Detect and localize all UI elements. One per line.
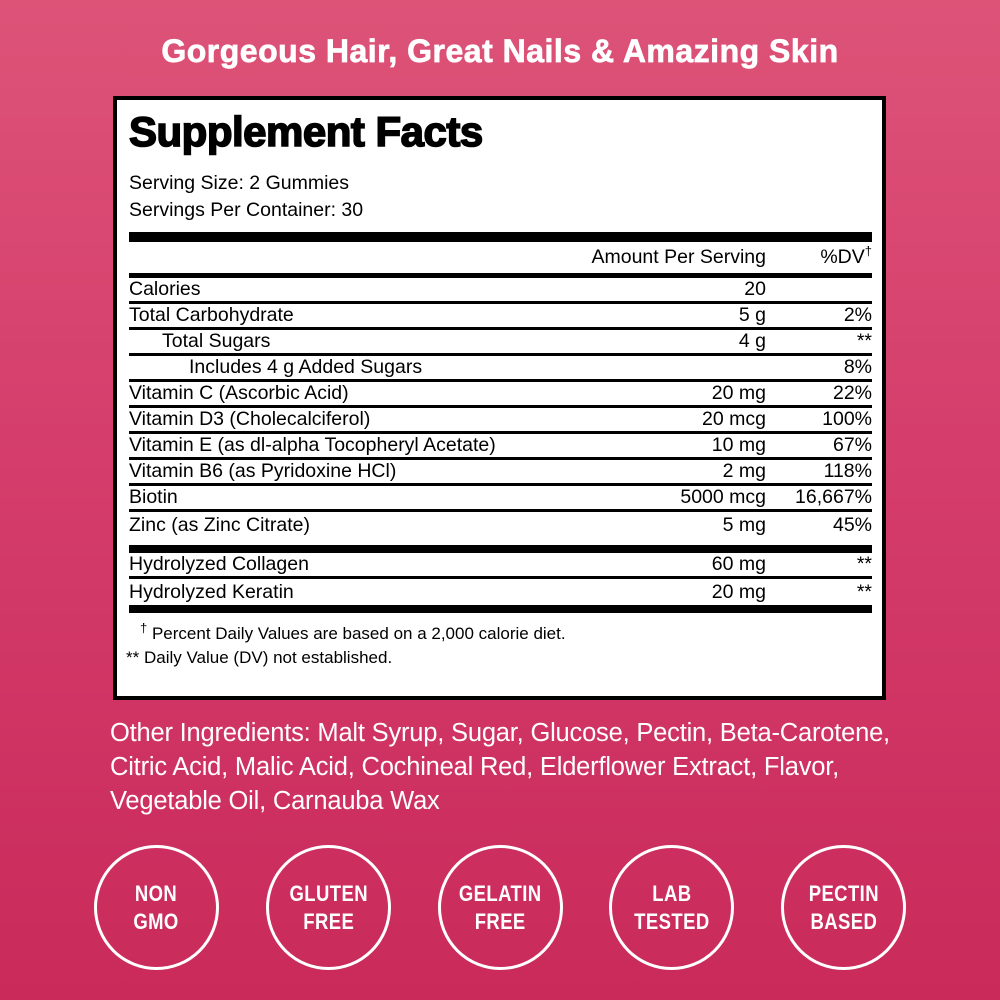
- row-name: Total Carbohydrate: [129, 304, 294, 326]
- row-dv: 45%: [832, 513, 872, 536]
- row-amount: 20 mg: [711, 580, 766, 603]
- banner-title: Gorgeous Hair, Great Nails & Amazing Skin: [161, 33, 839, 69]
- badge-line: NON: [135, 880, 178, 906]
- table-row: [129, 460, 872, 486]
- row-amount: 20 mg: [711, 382, 766, 404]
- row-amount: 5 mg: [722, 513, 766, 536]
- row-dv: 22%: [832, 382, 872, 404]
- dagger-symbol: †: [140, 620, 148, 636]
- row-name: Zinc (as Zinc Citrate): [129, 513, 310, 536]
- row-dv: 67%: [832, 434, 872, 456]
- dv-header: %DV†: [820, 243, 872, 268]
- table-row: [129, 512, 872, 538]
- table-row: [129, 304, 872, 330]
- table-row: [129, 408, 872, 434]
- row-name: Vitamin E (as dl-alpha Tocopheryl Acetate): [129, 434, 496, 456]
- row-dv: 2%: [843, 304, 872, 326]
- badges-row: [94, 845, 906, 970]
- table-row: [129, 278, 872, 304]
- dagger-symbol: †: [864, 243, 872, 259]
- divider-section-bottom: [129, 605, 872, 613]
- badge-line: TESTED: [634, 908, 710, 934]
- other-ingredients-text: Other Ingredients: Malt Syrup, Sugar, Glucose, Pectin, Beta-Carotene, Citric Acid, Malic Acid, Cochineal Red, Elderflower Extract, Flavor, Vegetable Oil, Carnauba Wax: [110, 719, 890, 815]
- divider-thick-top: [129, 232, 872, 242]
- row-dv: **: [856, 553, 872, 575]
- supplement-facts-title: Supplement Facts: [129, 108, 483, 155]
- asterisks-symbol: **: [126, 648, 140, 667]
- amount-per-serving-header: Amount Per Serving: [591, 246, 766, 268]
- badge-line: GLUTEN: [288, 880, 368, 906]
- row-dv: **: [856, 330, 872, 352]
- table-row: [129, 330, 872, 356]
- table-header-row: [129, 242, 872, 273]
- row-dv: 118%: [823, 460, 872, 482]
- row-name: Vitamin D3 (Cholecalciferol): [129, 408, 371, 430]
- row-name: Vitamin C (Ascorbic Acid): [129, 382, 349, 404]
- supplement-facts-panel: [113, 96, 886, 700]
- table-row: [129, 356, 872, 382]
- badge-line: PECTIN: [808, 880, 879, 906]
- badge-line: LAB: [652, 880, 692, 906]
- servings-per-container: Servings Per Container: 30: [129, 199, 364, 221]
- table-row: [129, 553, 872, 579]
- table-row: [129, 434, 872, 460]
- row-dv: **: [856, 580, 872, 603]
- row-amount: 4 g: [738, 330, 766, 352]
- row-amount: 2 mg: [722, 460, 766, 482]
- serving-size: Serving Size: 2 Gummies: [129, 172, 349, 194]
- badge-gluten-free: [266, 845, 391, 970]
- row-name: Hydrolyzed Collagen: [129, 553, 309, 575]
- row-name: Biotin: [129, 486, 178, 508]
- row-name: Includes 4 g Added Sugars: [189, 356, 423, 378]
- row-amount: 20 mcg: [702, 408, 766, 430]
- table-row: [129, 382, 872, 408]
- badge-non-gmo: [94, 845, 219, 970]
- row-dv: 100%: [822, 408, 872, 430]
- footnote-dv-not-established: ** Daily Value (DV) not established.: [126, 648, 393, 667]
- row-amount: 20: [744, 278, 766, 300]
- row-name: Total Sugars: [162, 330, 271, 352]
- row-amount: 5000 mcg: [680, 486, 766, 508]
- row-dv: 16,667%: [795, 486, 872, 508]
- badge-line: FREE: [474, 908, 526, 934]
- divider-section: [129, 545, 872, 553]
- badge-gelatin-free: [438, 845, 563, 970]
- table-row: [129, 579, 872, 605]
- footnotes: [126, 620, 872, 670]
- badge-lab-tested: [609, 845, 734, 970]
- badge-pectin-based: [781, 845, 906, 970]
- row-dv: 8%: [843, 356, 872, 378]
- badge-line: GMO: [133, 908, 180, 934]
- row-amount: 5 g: [738, 304, 766, 326]
- badge-line: BASED: [810, 908, 877, 934]
- row-name: Calories: [129, 278, 201, 300]
- table-row: [129, 486, 872, 512]
- badge-line: GELATIN: [458, 880, 542, 906]
- row-name: Hydrolyzed Keratin: [129, 580, 294, 603]
- footnote-daily-values: † Percent Daily Values are based on a 2,000 calorie diet.: [140, 620, 566, 643]
- badge-line: FREE: [302, 908, 354, 934]
- row-name: Vitamin B6 (as Pyridoxine HCl): [129, 460, 397, 482]
- row-amount: 60 mg: [711, 553, 766, 575]
- row-amount: 10 mg: [711, 434, 766, 456]
